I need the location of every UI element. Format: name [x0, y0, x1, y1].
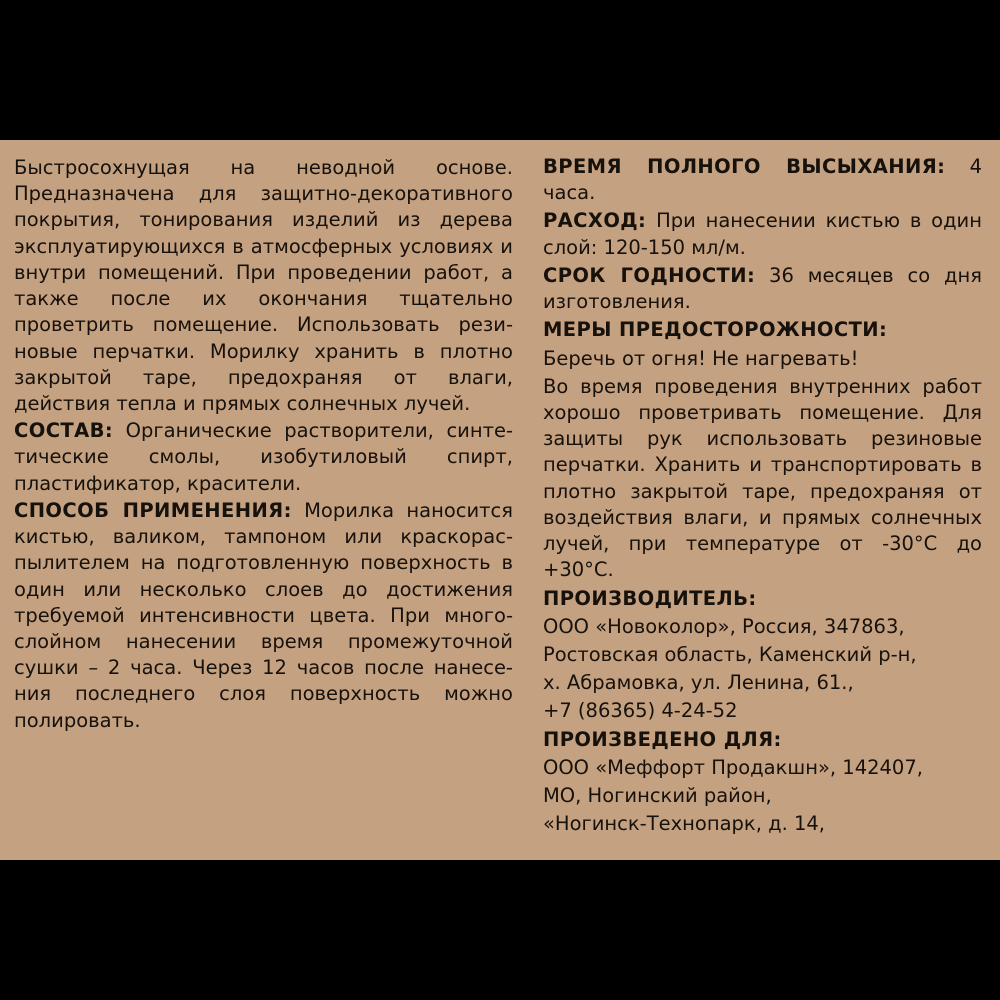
composition-paragraph — [14, 418, 513, 497]
composition-text: Органические растворители, синте-тические смолы, изобутиловый спирт, пластификатор, красители. — [14, 419, 513, 495]
usage-text: Морилка наносится кистью, валиком, тампоном или краскорас-пылителем на подготовленную поверхность в один или несколько слоев до достижения требуемой интенсивности цвета. При много-слойном нанесении время промежуточной сушки – 2 часа. Через 12 часов после нанесе-ния последнего слоя поверхность можно полировать. — [14, 498, 513, 732]
drying-time-heading: ВРЕМЯ ПОЛНОГО ВЫСЫХАНИЯ: — [542, 155, 946, 178]
manufacturer-heading: ПРОИЗВОДИТЕЛЬ: — [542, 586, 757, 610]
manufacturer-line-1: ООО «Новоколор», Россия, 347863, — [542, 614, 905, 638]
produced-for-line-2: МО, Ногинский район, — [542, 784, 772, 808]
product-label-panel — [0, 140, 1000, 860]
shelf-life-heading: СРОК ГОДНОСТИ: — [542, 263, 756, 287]
left-text-column — [14, 154, 537, 860]
manufacturer-line-3: х. Абрамовка, ул. Ленина, 61., — [542, 671, 854, 695]
label-columns — [0, 140, 1000, 860]
shelf-life-line — [543, 263, 982, 315]
precautions-text: Во время проведения внутренних работ хорошо проветривать помещение. Для защиты рук использовать резиновые перчатки. Хранить и транспортировать в плотно закрытой таре, предохраняя от воздействия влаги, и прямых солнечных лучей, при температуре от -30°С до +30°С. — [542, 374, 982, 582]
composition-heading: СОСТАВ: — [14, 419, 114, 443]
shelf-life-value: 36 месяцев со дня изготовления. — [542, 263, 982, 314]
produced-for-heading: ПРОИЗВЕДЕНО ДЛЯ: — [542, 727, 782, 751]
produced-for-line-3: «Ногинск-Технопарк, д. 14, — [542, 812, 825, 836]
usage-paragraph — [14, 498, 513, 734]
precautions-line1: Беречь от огня! Не нагревать! — [542, 346, 859, 370]
usage-heading: СПОСОБ ПРИМЕНЕНИЯ: — [14, 498, 292, 522]
drying-time-line — [543, 154, 982, 206]
consumption-heading: РАСХОД: — [542, 209, 647, 233]
drying-time-value: 4 часа. — [542, 155, 983, 205]
intro-paragraph: Быстросохнущая на неводной основе. Предназначена для защитно-декоративного покрытия, тонирования изделий из дерева эксплуатирующихся в атмосферных условиях и внутри помещений. При проведении работ, а также после их окончания тщательно проветрить помещение. Использовать рези-новые перчатки. Морилку хранить в плотно закрытой таре, предохраняя от влаги, действия тепла и прямых солнечных лучей. — [14, 156, 513, 415]
right-text-column — [537, 154, 982, 860]
manufacturer-phone: +7 (86365) 4-24-52 — [542, 699, 738, 723]
manufacturer-line-2: Ростовская область, Каменский р-н, — [542, 642, 917, 666]
consumption-value: При нанесении кистью в один слой: 120-150 мл/м. — [542, 209, 982, 259]
consumption-line — [543, 208, 982, 260]
produced-for-line-1: ООО «Меффорт Продакшн», 142407, — [542, 755, 923, 779]
precautions-heading: МЕРЫ ПРЕДОСТОРОЖНОСТИ: — [542, 318, 888, 342]
